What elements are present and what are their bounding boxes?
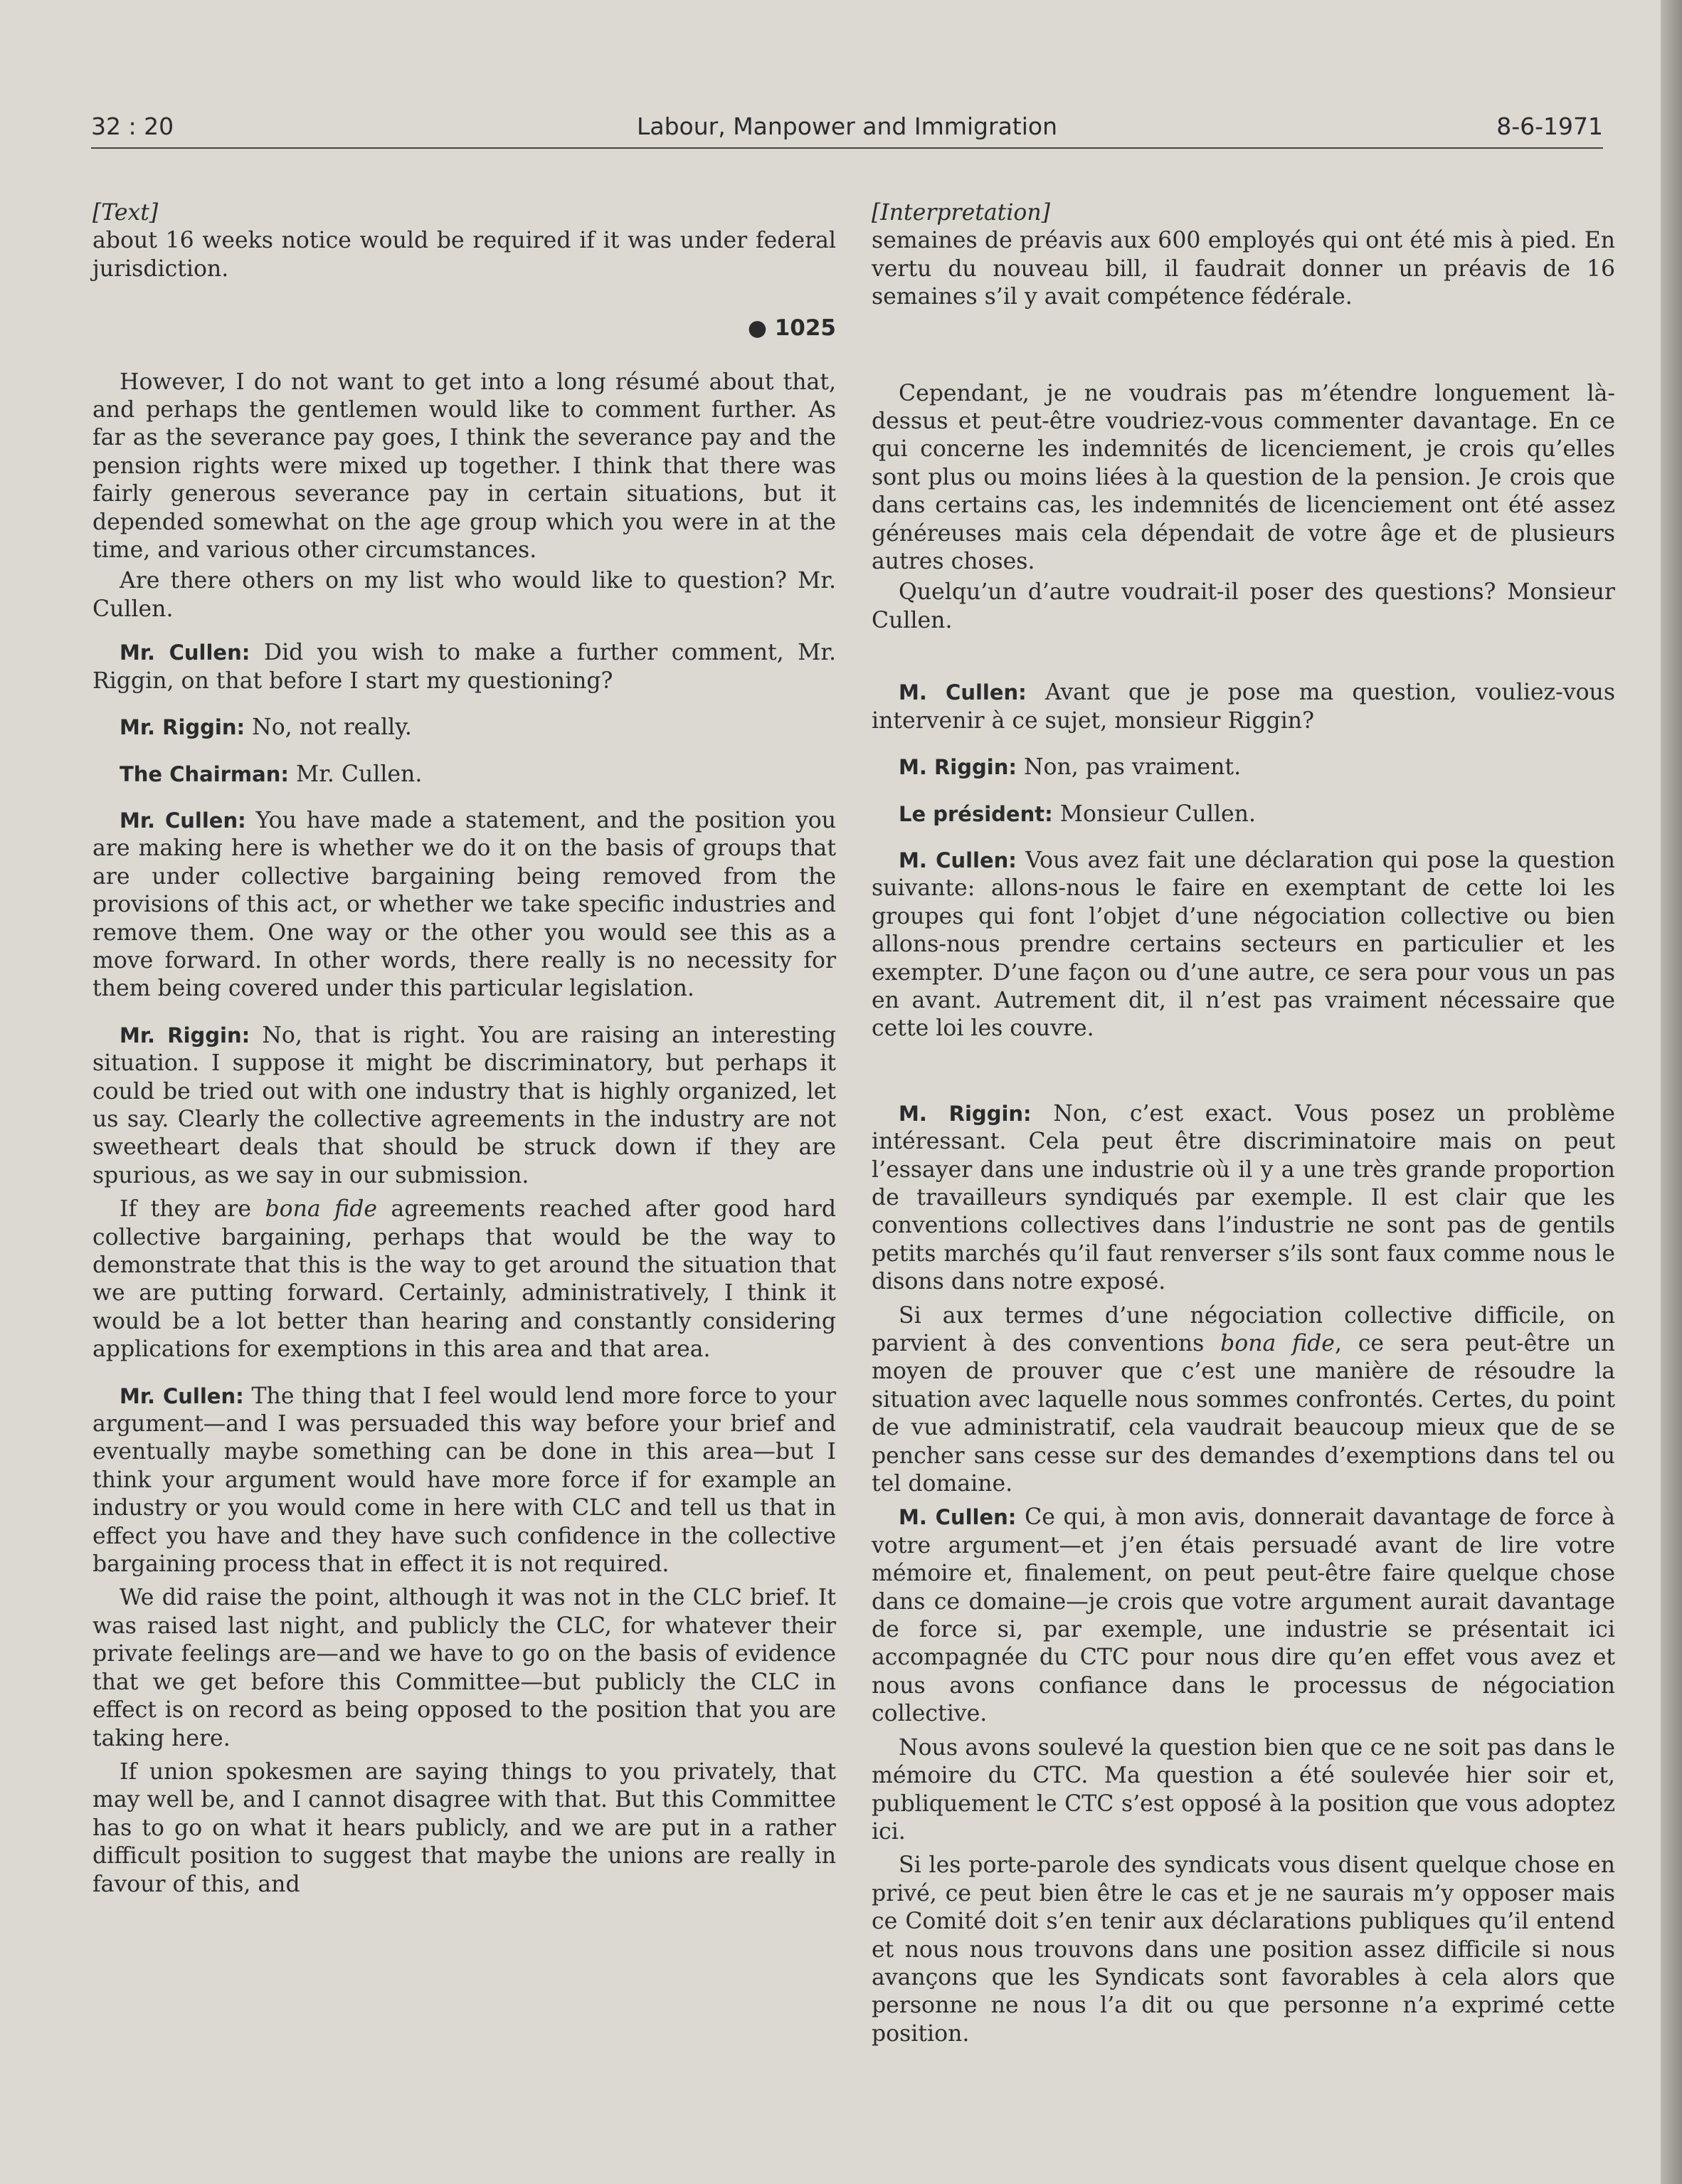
speech-text: Monsieur Cullen.	[1052, 801, 1256, 827]
speaker-name: M. Riggin:	[899, 755, 1017, 780]
french-column	[872, 199, 1615, 2048]
speech-text: If they are	[120, 1196, 265, 1223]
speech-text: Did you wish to make a further comment, Mr. Riggin, on that before I start my questioning?	[92, 640, 837, 694]
speaker-name: Mr. Riggin:	[120, 1023, 250, 1048]
speaker-paragraph	[872, 1504, 1615, 1728]
header-date: 8-6-1971	[1496, 112, 1603, 140]
interpretation-tag: [Interpretation]	[872, 200, 1050, 226]
speaker-paragraph	[92, 1022, 836, 1190]
running-header	[91, 112, 1603, 147]
text-tag: [Text]	[92, 200, 159, 226]
speaker-paragraph	[92, 807, 836, 1003]
speaker-paragraph	[92, 714, 836, 742]
speaker-paragraph	[92, 1383, 836, 1579]
speech-text: Vous avez fait une déclaration qui pose la question suivante: allons-nous le faire en exemptant de cette loi les groupes qui font l’objet d’une négociation collective ou bien allons-nous prendre certains secteurs en particulier et les exempter. D’une façon ou d’une autre, ce sera pour vous un pas en avant. Autrement dit, il n’est pas vraiment nécessaire que cette loi les couvre.	[872, 847, 1615, 1042]
speaker-paragraph	[872, 847, 1615, 1043]
speech-text: You have made a statement, and the position you are making here is whether we do it on the basis of groups that are under collective bargaining being removed from the provisions of this act, or whether we take specific industries and remove them. One way or the other you would see this as a move forward. In other words, there really is no necessity for them being covered under this particular legislation.	[92, 807, 837, 1002]
speaker-name: Mr. Cullen:	[120, 1383, 244, 1408]
speaker-paragraph	[872, 801, 1615, 828]
paragraph: If union spokesmen are saying things to you privately, that may well be, and I cannot disagree with that. But this Committee has to go on what it hears publicly, and we are put in a rather difficult position to suggest that maybe the unions are really in favour of this, and	[92, 1758, 836, 1897]
paragraph	[92, 1196, 836, 1363]
speaker-name: M. Cullen:	[899, 1505, 1017, 1530]
paragraph: However, I do not want to get into a long résumé about that, and perhaps the gentlemen would like to comment further. As far as the severance pay goes, I think the severance pay and the pension rights were mixed up together. I think that there was fairly generous severance pay in certain situations, but it depended somewhat on the age group which you were in at the time, and various other circumstances.	[92, 369, 836, 564]
speaker-paragraph	[92, 761, 836, 788]
paragraph: Are there others on my list who would like to question? Mr. Cullen.	[92, 568, 836, 622]
binding-edge	[1661, 0, 1682, 2184]
paragraph: Si les porte-parole des syndicats vous disent quelque chose en privé, ce peut bien être le cas et je ne saurais m’y opposer mais ce Comité doit s’en tenir aux déclarations publiques qu’il entend et nous nous trouvons dans une position assez difficile si nous avançons que les Syndicats sont favorables à cela alors que personne ne nous l’a dit ou que personne n’a exprimé cette position.	[872, 1852, 1615, 2047]
speaker-paragraph	[872, 754, 1615, 781]
speaker-name: M. Cullen:	[899, 680, 1027, 705]
speaker-paragraph	[872, 679, 1615, 735]
speaker-name: Mr. Cullen:	[120, 808, 246, 833]
paragraph: about 16 weeks notice would be required if it was under federal jurisdiction.	[92, 228, 836, 282]
speech-text: No, not really.	[245, 714, 412, 741]
italic-term: bona fide	[265, 1196, 378, 1223]
paragraph	[872, 1302, 1615, 1499]
paragraph: Quelqu’un d’autre voudrait-il poser des questions? Monsieur Cullen.	[872, 579, 1615, 633]
speech-text: Mr. Cullen.	[288, 761, 423, 787]
speech-text: Avant que je pose ma question, vouliez-vous intervenir à ce sujet, monsieur Riggin?	[872, 680, 1615, 734]
speaker-name: Mr. Cullen:	[120, 640, 250, 665]
speech-text: Ce qui, à mon avis, donnerait davantage de force à votre argument—et j’en étais persuadé avant de lire votre mémoire et, finalement, on peut peut-être faire quelque chose dans ce domaine—je crois que votre argument aurait davantage de force si, par exemple, une industrie se présentait ici accompagnée du CTC pour nous dire qu’en effet vous avez et nous avons confiance dans le processus de négociation collective.	[872, 1504, 1615, 1727]
speech-text: agreements reached after good hard collective bargaining, perhaps that would be the way to demonstrate that this is the way to get around the situation that we are putting forward. Certainly, administratively, I think it would be a lot better than hearing and constantly considering applications for exemptions in this area and that area.	[92, 1196, 837, 1363]
speaker-name: The Chairman:	[120, 761, 289, 786]
page-number: 32 : 20	[91, 112, 174, 140]
speaker-name: Mr. Riggin:	[120, 715, 245, 740]
speaker-name: M. Cullen:	[899, 848, 1017, 872]
header-title: Labour, Manpower and Immigration	[636, 112, 1058, 140]
speaker-name: M. Riggin:	[899, 1101, 1032, 1126]
paragraph: semaines de préavis aux 600 employés qui ont été mis à pied. En vertu du nouveau bill, il faudrait donner un préavis de 16 semaines s’il y avait compétence fédérale.	[872, 228, 1615, 310]
header-rule	[91, 147, 1603, 149]
speech-text: Non, c’est exact. Vous posez un problème intéressant. Cela peut être discriminatoire mais on peut l’essayer dans une industrie où il y a une très grande proportion de travailleurs syndiqués par exemple. Il est clair que les conventions collectives dans l’industrie ne sont pas de gentils petits marchés qu’il faut renverser s’ils sont faux comme nous le disons dans notre exposé.	[872, 1100, 1615, 1295]
time-marker: ● 1025	[747, 315, 836, 342]
italic-term: bona fide	[1220, 1331, 1335, 1356]
speech-text: , ce sera peut-être un moyen de prouver que c’est une manière de résoudre la situation avec laquelle nous sommes confrontés. Certes, du point de vue administratif, cela vaudrait beaucoup mieux que de se pencher sans cesse sur des demandes d’exemptions dans tel ou tel domaine.	[872, 1331, 1616, 1497]
paragraph: Cependant, je ne voudrais pas m’étendre longuement là-dessus et peut-être voudriez-vous commenter davantage. En ce qui concerne les indemnités de licenciement, je crois qu’elles sont plus ou moins liées à la question de la pension. Je crois que dans certains cas, les indemnités de licenciement ont été assez généreuses mais cela dépendait de votre âge et de plusieurs autres choses.	[872, 380, 1615, 575]
speech-text: Si aux termes d’une négociation collective difficile, on parvient à des conventions	[872, 1302, 1615, 1356]
speech-text: The thing that I feel would lend more force to your argument—and I was persuaded this way before your brief and eventually maybe something can be done in this area—but I think your argument would have more force if for example an industry or you would come in here with CLC and tell us that in effect you have and they have such confidence in the collective bargaining process that in effect it is not required.	[92, 1383, 836, 1578]
english-column	[92, 199, 836, 1899]
speaker-paragraph	[872, 1100, 1615, 1297]
speech-text: Non, pas vraiment.	[1016, 754, 1242, 781]
speaker-name: Le président:	[899, 801, 1053, 826]
speaker-paragraph	[92, 639, 836, 695]
speech-text: No, that is right. You are raising an interesting situation. I suppose it might be discriminatory, but perhaps it could be tried out with one industry that is highly organized, let us say. Clearly the collective agreements in the industry are not sweetheart deals that should be struck down if they are spurious, as we say in our submission.	[92, 1022, 836, 1188]
paragraph: We did raise the point, although it was not in the CLC brief. It was raised last night, and publicly the CLC, for whatever their private feelings are—and we have to go on the basis of evidence that we get before this Committee—but publicly the CLC in effect is on record as being opposed to the position that you are taking here.	[92, 1585, 836, 1751]
paragraph: Nous avons soulevé la question bien que ce ne soit pas dans le mémoire du CTC. Ma question a été soulevée hier soir et, publiquement le CTC s’est opposé à la position que vous adoptez ici.	[872, 1734, 1615, 1845]
